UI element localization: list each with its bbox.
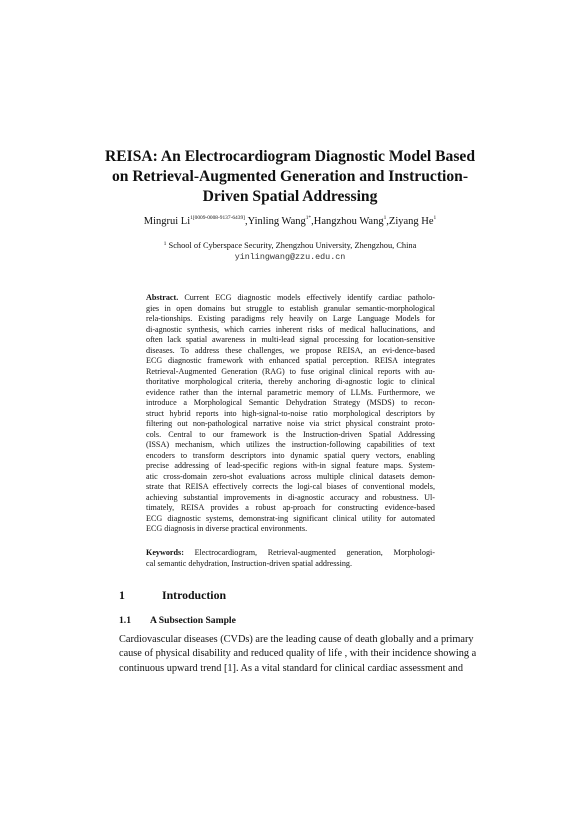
keywords-line bbox=[146, 548, 435, 559]
affiliation bbox=[0, 240, 580, 251]
author-name: ,Yinling Wang bbox=[244, 216, 306, 227]
author-affiliation-mark: 1[0009-0008-9137-6439] bbox=[190, 215, 245, 221]
abstract-line: precise addressing of lead-specific regions with-in signal feature maps. System- bbox=[146, 461, 435, 470]
abstract-text: Current ECG diagnostic models effectively identify cardiac patholo- bbox=[178, 293, 435, 302]
affiliation-mark: 1 bbox=[163, 241, 167, 247]
abstract-line: Retrieval-Augmented Generation (RAG) to fuse original clinical reports with au- bbox=[146, 366, 435, 376]
keywords bbox=[146, 548, 435, 569]
keywords-label: Keywords: bbox=[146, 548, 184, 557]
title-line: REISA: An Electrocardiogram Diagnostic Model Based bbox=[104, 148, 476, 165]
author-affiliation-mark: 1 bbox=[383, 215, 387, 221]
subsection-number: 1.1 bbox=[119, 615, 131, 626]
abstract-line: often lack spatial awareness in multi-lead signal processing for location-sensitive bbox=[146, 335, 435, 344]
abstract-line: ECG diagnostic systems, demonstrat-ing significant clinical utility for automated bbox=[146, 513, 435, 523]
author-affiliation-mark: 1 bbox=[433, 215, 437, 221]
body-line: cause of physical disability and reduced quality of life , with their incidence showing a bbox=[119, 648, 477, 660]
section-number: 1 bbox=[119, 588, 125, 602]
keywords-line: cal semantic dehydration, Instruction-driven spatial addressing. bbox=[146, 558, 352, 568]
abstract-line: ECG diagnosis in diverse practical environments. bbox=[146, 524, 308, 533]
author-name: ,Hangzhou Wang bbox=[311, 216, 384, 227]
abstract-line: achieving substantial improvements in di-agnostic accuracy and robustness. Ul- bbox=[146, 492, 435, 502]
abstract bbox=[146, 293, 435, 535]
subsection-heading bbox=[119, 615, 449, 627]
author-list bbox=[0, 215, 580, 228]
abstract-line bbox=[146, 293, 435, 304]
abstract-line: struct hybrid reports into high-signal-to-noise ratio morphological descriptors by bbox=[146, 408, 435, 418]
keywords-text: Electrocardiogram, Retrieval-augmented generation, Morphologi- bbox=[183, 548, 435, 557]
paper-title bbox=[100, 147, 480, 207]
abstract-line: rela-tionships. Existing paradigms rely heavily on Large Language Models for bbox=[146, 314, 435, 323]
abstract-line: atic cross-domain zero-shot evaluations across multiple clinical datasets demon- bbox=[146, 471, 435, 481]
abstract-line: gies in open domains but struggle to establish granular semantic-morphological bbox=[146, 303, 435, 313]
abstract-line: evidence rather than the internal parametric memory of LLMs. Furthermore, we bbox=[146, 387, 435, 397]
subsection-title: A Subsection Sample bbox=[150, 615, 236, 626]
title-line: Driven Spatial Addressing bbox=[202, 188, 378, 205]
title-line: on Retrieval-Augmented Generation and Instruction- bbox=[111, 168, 469, 185]
abstract-label: Abstract. bbox=[146, 293, 179, 302]
corresponding-email[interactable]: yinlingwang@zzu.edu.cn bbox=[234, 252, 346, 262]
section-title: Introduction bbox=[162, 588, 227, 602]
body-paragraph bbox=[119, 633, 477, 676]
section-heading bbox=[119, 588, 449, 602]
author-affiliation-mark: 1* bbox=[305, 215, 312, 221]
abstract-line: di-agnostic synthesis, which carries inherent risks of medical hallucinations, and bbox=[146, 324, 435, 334]
abstract-line: filtering out non-pathological narrative noise via strict physical constraint proto- bbox=[146, 419, 435, 428]
abstract-line: ECG diagnostic framework with enhanced spatial perception. REISA integrates bbox=[146, 356, 435, 365]
abstract-line: encoders to transform descriptors into dynamic spatial query vectors, enabling bbox=[146, 450, 435, 460]
author-name: Mingrui Li bbox=[143, 216, 191, 227]
author-name: ,Ziyang He bbox=[386, 216, 434, 227]
abstract-line: diseases. To address these challenges, we propose REISA, an evi-dence-based bbox=[146, 345, 435, 355]
abstract-line: strate that REISA effectively corrects the logi-cal biases of conventional models, bbox=[146, 482, 435, 491]
body-line: Cardiovascular diseases (CVDs) are the leading cause of death globally and a primary bbox=[119, 634, 474, 645]
abstract-line: (ISSA) mechanism, which utilizes the instruction-following capabilities of text bbox=[146, 440, 435, 449]
abstract-line: thoritative morphological criteria, thereby anchoring di-agnostic logic to clinical bbox=[146, 377, 435, 386]
abstract-line: introduce a Morphological Semantic Dehydration Strategy (MSDS) to recon- bbox=[146, 398, 435, 407]
abstract-line: cols. Central to our framework is the Instruction-driven Spatial Addressing bbox=[146, 429, 435, 439]
affiliation-text: School of Cyberspace Security, Zhengzhou University, Zhengzhou, China bbox=[166, 241, 417, 250]
abstract-line: timately, REISA provides a robust ap-proach for constructing evidence-based bbox=[146, 503, 435, 512]
body-line: continuous upward trend [1]. As a vital standard for clinical cardiac assessment and bbox=[119, 662, 463, 674]
